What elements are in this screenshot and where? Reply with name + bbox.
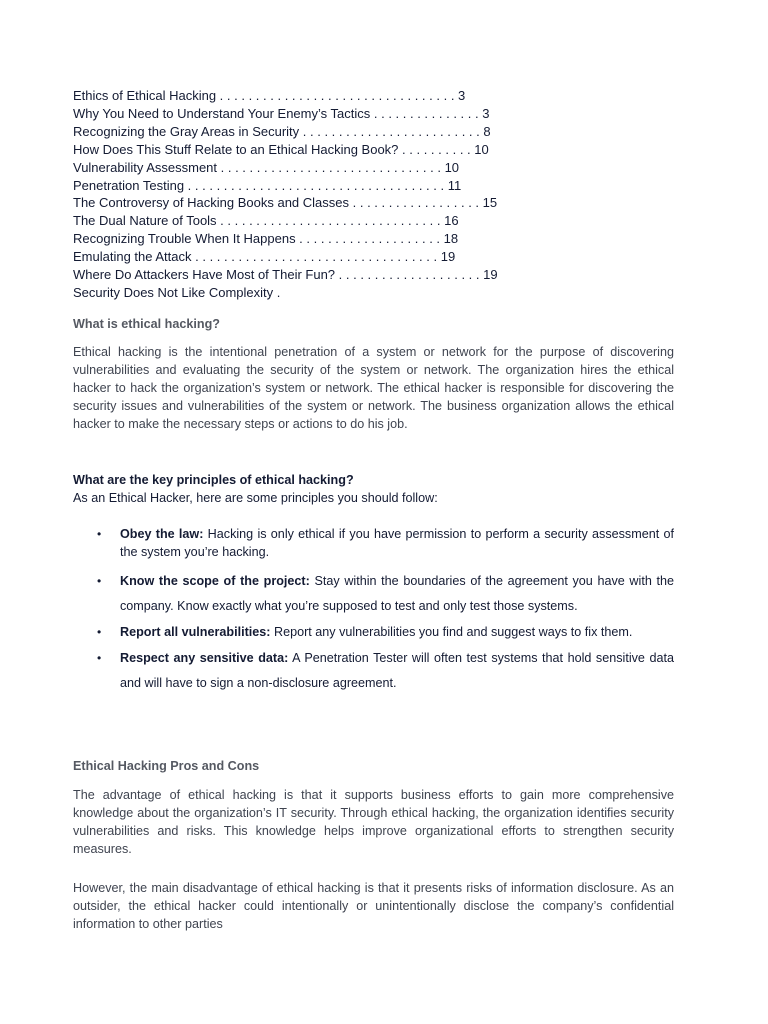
paragraph-ethical-hacking-definition: Ethical hacking is the intentional penetration of a system or network for the purpose of discovering vulnerabilities and evaluating the security of the system or network. The organization hires the ethical hacker to hack the organization’s system or network. The ethical hacker is responsible for discovering the security issues and vulnerabilities of the system or network. The business organization allows the ethical hacker to make the necessary steps or actions to do his job. xyxy=(73,345,674,431)
paragraph-disadvantage: However, the main disadvantage of ethical hacking is that it presents risks of information disclosure. As an outsider, the ethical hacker could intentionally or unintentionally disclose the company’s confidential information to other parties xyxy=(73,881,674,931)
toc-entry: Why You Need to Understand Your Enemy’s Tactics . . . . . . . . . . . . . . . 3 xyxy=(73,105,490,121)
list-item-text: Report any vulnerabilities you find and suggest ways to fix them. xyxy=(270,625,633,639)
bullet-icon: • xyxy=(97,650,102,665)
principles-list xyxy=(73,526,674,697)
list-item xyxy=(73,646,674,697)
table-of-contents xyxy=(73,87,593,302)
list-item xyxy=(73,620,674,646)
toc-entry: Recognizing the Gray Areas in Security . . . . . . . . . . . . . . . . . . . . . . . . . 8 xyxy=(73,123,491,139)
paragraph-advantage: The advantage of ethical hacking is that it supports business efforts to gain more comprehensive knowledge about the organization’s IT security. Through ethical hacking, the organization identifies security vulnerabilities and risks. This knowledge helps improve organizational efforts to strengthen security measures. xyxy=(73,788,674,856)
list-item-label: Report all vulnerabilities: xyxy=(120,625,271,639)
toc-entry: The Controversy of Hacking Books and Classes . . . . . . . . . . . . . . . . . . 15 xyxy=(73,195,498,211)
list-item xyxy=(73,569,674,620)
toc-entry: Vulnerability Assessment . . . . . . . . . . . . . . . . . . . . . . . . . . . . . . . 10 xyxy=(73,159,460,175)
list-item-label: Obey the law: xyxy=(120,527,204,541)
section-heading-what-is-ethical-hacking: What is ethical hacking? xyxy=(73,317,220,331)
list-item-text: Hacking is only ethical if you have permission to perform a security assessment of the system you’re hacking. xyxy=(120,527,674,559)
section-heading-pros-and-cons: Ethical Hacking Pros and Cons xyxy=(73,759,260,773)
bullet-icon: • xyxy=(97,625,102,639)
list-item-text: A Penetration Tester will often test systems that hold sensitive data and will have to sign a non-disclosure agreement. xyxy=(120,650,674,691)
section-heading-key-principles: What are the key principles of ethical hacking? xyxy=(73,473,354,487)
toc-entry: How Does This Stuff Relate to an Ethical Hacking Book? . . . . . . . . . . 10 xyxy=(73,141,489,157)
bullet-icon: • xyxy=(97,573,102,588)
toc-entry: The Dual Nature of Tools . . . . . . . . . . . . . . . . . . . . . . . . . . . . . . . 16 xyxy=(73,213,459,229)
toc-entry: Emulating the Attack . . . . . . . . . . . . . . . . . . . . . . . . . . . . . . . . . . 19 xyxy=(73,249,456,265)
list-item-label: Know the scope of the project: xyxy=(120,573,310,588)
toc-entry: Ethics of Ethical Hacking . . . . . . . . . . . . . . . . . . . . . . . . . . . . . . . . . 3 xyxy=(73,88,466,103)
bullet-icon: • xyxy=(97,527,102,541)
toc-entry: Penetration Testing . . . . . . . . . . . . . . . . . . . . . . . . . . . . . . . . . . . . 11 xyxy=(73,177,462,193)
list-item-text: Stay within the boundaries of the agreement you have with the company. Know exactly what you’re supposed to test and only test those systems. xyxy=(120,573,674,614)
list-item-label: Respect any sensitive data: xyxy=(120,650,289,665)
principles-intro: As an Ethical Hacker, here are some principles you should follow: xyxy=(73,491,438,505)
toc-entry: Security Does Not Like Complexity . xyxy=(73,284,281,300)
list-item xyxy=(73,526,674,562)
toc-entry: Where Do Attackers Have Most of Their Fun? . . . . . . . . . . . . . . . . . . . . 19 xyxy=(73,267,498,283)
toc-entry: Recognizing Trouble When It Happens . . . . . . . . . . . . . . . . . . . . 18 xyxy=(73,231,459,247)
